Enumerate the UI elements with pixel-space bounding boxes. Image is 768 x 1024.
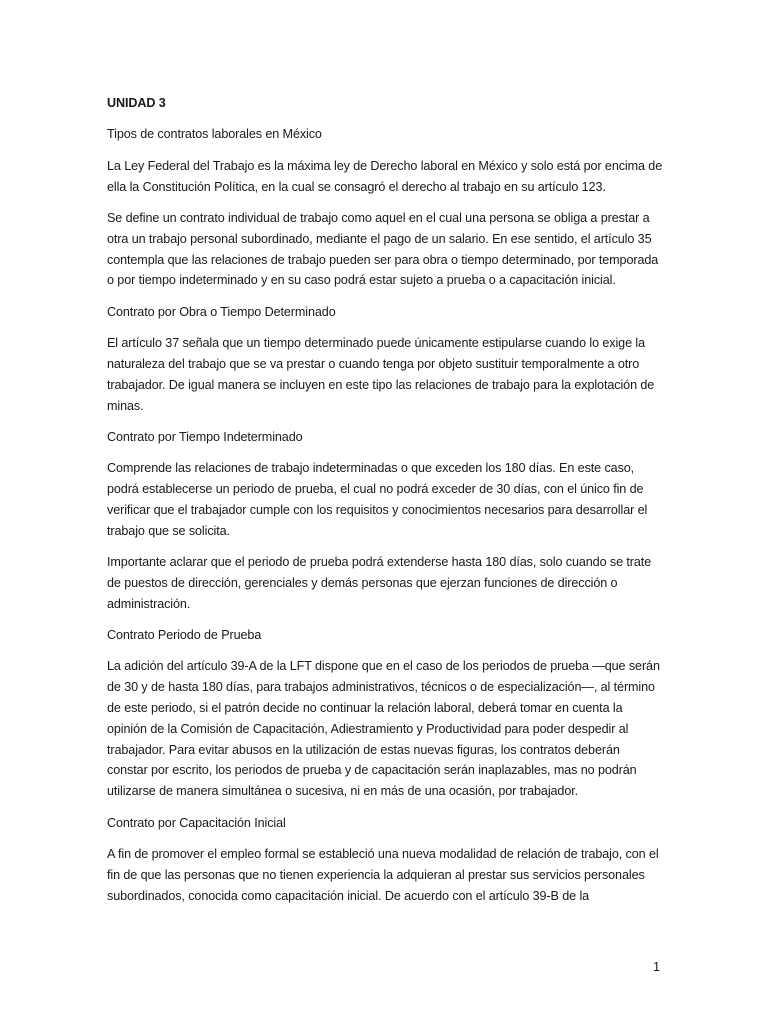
- main-title: Tipos de contratos laborales en México: [107, 127, 322, 142]
- definition-paragraph: Se define un contrato individual de trabajo como aquel en el cual una persona se obliga a prestar a otra un trabajo personal subordinado, mediante el pago de un salario. En ese sentido, el artículo 35 contempla que las relaciones de trabajo pueden ser para obra o tiempo determinado, por temporada o por tiempo indeterminado y en su caso podrá estar sujeto a prueba o a capacitación inicial.: [107, 210, 659, 288]
- page-number: 1: [653, 960, 661, 974]
- section-heading-capacitacion: Contrato por Capacitación Inicial: [107, 815, 286, 830]
- unit-title: UNIDAD 3: [107, 96, 166, 110]
- section-heading-indeterminado: Contrato por Tiempo Indeterminado: [107, 429, 303, 444]
- indeterminado-note-paragraph: Importante aclarar que el periodo de prueba podrá extenderse hasta 180 días, solo cuando se trate de puestos de dirección, gerenciales y demás personas que ejerzan funciones de dirección o administración.: [107, 555, 652, 611]
- document-body: [107, 93, 663, 917]
- section-heading-prueba: Contrato Periodo de Prueba: [107, 628, 262, 643]
- intro-paragraph: La Ley Federal del Trabajo es la máxima ley de Derecho laboral en México y solo está por encima de ella la Constitución Política, en la cual se consagró el derecho al trabajo en su artículo 123.: [107, 158, 663, 194]
- capacitacion-paragraph: A fin de promover el empleo formal se estableció una nueva modalidad de relación de trabajo, con el fin de que las personas que no tienen experiencia la adquieran al prestar sus servicios personales subordinados, conocida como capacitación inicial. De acuerdo con el artículo 39-B de la: [107, 847, 659, 903]
- indeterminado-paragraph: Comprende las relaciones de trabajo indeterminadas o que exceden los 180 días. En este caso, podrá establecerse un periodo de prueba, el cual no podrá exceder de 30 días, con el único fin de verificar que el trabajador cumple con los requisitos y conocimientos necesarios para desarrollar el trabajo que se solicita.: [107, 461, 648, 538]
- prueba-paragraph: La adición del artículo 39-A de la LFT dispone que en el caso de los periodos de prueba —que serán de 30 y de hasta 180 días, para trabajos administrativos, técnicos o de especialización—, al término de este periodo, si el patrón decide no continuar la relación laboral, deberá tomar en cuenta la opinión de la Comisión de Capacitación, Adiestramiento y Productividad para poder despedir al trabajador. Para evitar abusos en la utilización de estas nuevas figuras, los contratos deberán constar por escrito, los periodos de prueba y de capacitación serán inaplazables, mas no podrán utilizarse de manera simultánea o sucesiva, ni en más de una ocasión, por trabajador.: [107, 659, 660, 799]
- obra-paragraph: El artículo 37 señala que un tiempo determinado puede únicamente estipularse cuando lo exige la naturaleza del trabajo que se va prestar o cuando tenga por objeto sustituir temporalmente a otro trabajador. De igual manera se incluyen en este tipo las relaciones de trabajo para la explotación de minas.: [107, 336, 655, 413]
- section-heading-obra: Contrato por Obra o Tiempo Determinado: [107, 304, 336, 319]
